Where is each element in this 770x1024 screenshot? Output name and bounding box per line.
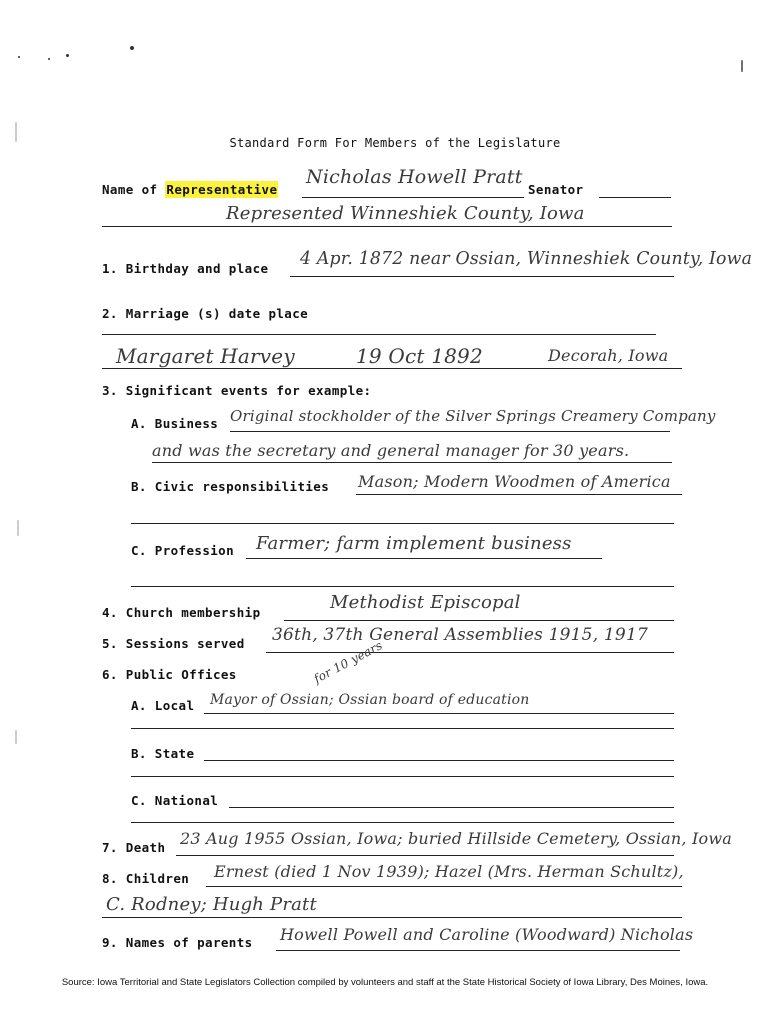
business-label: A. Business	[131, 416, 219, 431]
church-entry: Methodist Episcopal	[330, 592, 521, 613]
name-label	[102, 182, 278, 197]
scan-speck	[66, 54, 69, 57]
death-label: 7. Death	[102, 840, 166, 855]
local-label: A. Local	[131, 698, 195, 713]
parents-label: 9. Names of parents	[102, 935, 253, 950]
name-label-prefix: Name of	[102, 182, 158, 197]
national-label: C. National	[131, 793, 219, 808]
scan-edge-mark	[17, 520, 19, 536]
profession-label: C. Profession	[131, 543, 235, 558]
marriage-label: 2. Marriage (s) date place	[102, 306, 309, 321]
representative-highlight: Representative	[166, 182, 278, 197]
state-label: B. State	[131, 746, 195, 761]
profession-rule-2	[131, 586, 674, 587]
civic-entry: Mason; Modern Woodmen of America	[358, 472, 671, 491]
business-entry-line1: Original stockholder of the Silver Springs Creamery Company	[230, 407, 716, 425]
sessions-label: 5. Sessions served	[102, 636, 245, 651]
death-rule	[176, 855, 674, 856]
business-rule-1	[230, 431, 670, 432]
state-rule-1	[204, 760, 674, 761]
local-entry: Mayor of Ossian; Ossian board of education	[210, 692, 530, 708]
events-label: 3. Significant events for example:	[102, 383, 372, 398]
senator-rule	[599, 197, 671, 198]
offices-label: 6. Public Offices	[102, 667, 237, 682]
civic-rule-2	[131, 523, 674, 524]
profession-rule-1	[246, 558, 602, 559]
state-rule-2	[131, 776, 674, 777]
marriage-entry-rule	[102, 368, 682, 369]
name-entry: Nicholas Howell Pratt	[306, 166, 523, 188]
children-rule-1	[206, 886, 682, 887]
birthday-label: 1. Birthday and place	[102, 261, 269, 276]
children-rule-2	[102, 917, 682, 918]
senator-label: Senator	[528, 182, 584, 197]
scan-speck	[48, 58, 50, 60]
parents-rule	[276, 950, 680, 951]
church-label: 4. Church membership	[102, 605, 261, 620]
civic-label: B. Civic responsibilities	[131, 479, 330, 494]
death-entry: 23 Aug 1955 Ossian, Iowa; buried Hillside Cemetery, Ossian, Iowa	[180, 829, 732, 848]
business-entry-line2: and was the secretary and general manager for 30 years.	[152, 441, 630, 460]
national-rule-1	[229, 807, 674, 808]
scan-speck	[130, 46, 134, 50]
represented-entry: Represented Winneshiek County, Iowa	[226, 203, 585, 224]
local-note-entry: for 10 years	[311, 638, 385, 686]
marriage-date: 19 Oct 1892	[356, 344, 483, 368]
represented-rule	[102, 226, 672, 227]
parents-entry: Howell Powell and Caroline (Woodward) Nicholas	[280, 925, 694, 944]
civic-rule-1	[356, 494, 682, 495]
local-rule-2	[131, 728, 674, 729]
business-rule-2	[152, 462, 672, 463]
source-note: Source: Iowa Territorial and State Legislators Collection compiled by volunteers and staff at the State Historical Society of Iowa Library, Des Moines, Iowa.	[61, 977, 709, 988]
children-entry-line1: Ernest (died 1 Nov 1939); Hazel (Mrs. Herman Schultz),	[214, 862, 684, 881]
scan-edge-mark	[741, 60, 743, 72]
marriage-place: Decorah, Iowa	[548, 346, 669, 365]
name-rule	[302, 197, 524, 198]
scan-edge-mark	[15, 730, 17, 744]
marriage-rule	[102, 334, 656, 335]
church-rule	[284, 620, 674, 621]
birthday-rule	[290, 276, 674, 277]
marriage-spouse: Margaret Harvey	[116, 344, 295, 368]
sessions-rule	[266, 652, 674, 653]
form-title: Standard Form For Members of the Legislature	[229, 136, 561, 150]
children-entry-line2: C. Rodney; Hugh Pratt	[106, 894, 317, 915]
birthday-entry: 4 Apr. 1872 near Ossian, Winneshiek County, Iowa	[300, 248, 753, 269]
local-rule-1	[204, 713, 674, 714]
profession-entry: Farmer; farm implement business	[256, 533, 572, 554]
children-label: 8. Children	[102, 871, 190, 886]
national-rule-2	[131, 822, 674, 823]
scan-speck	[18, 56, 20, 58]
sessions-entry: 36th, 37th General Assemblies 1915, 1917	[272, 625, 648, 645]
